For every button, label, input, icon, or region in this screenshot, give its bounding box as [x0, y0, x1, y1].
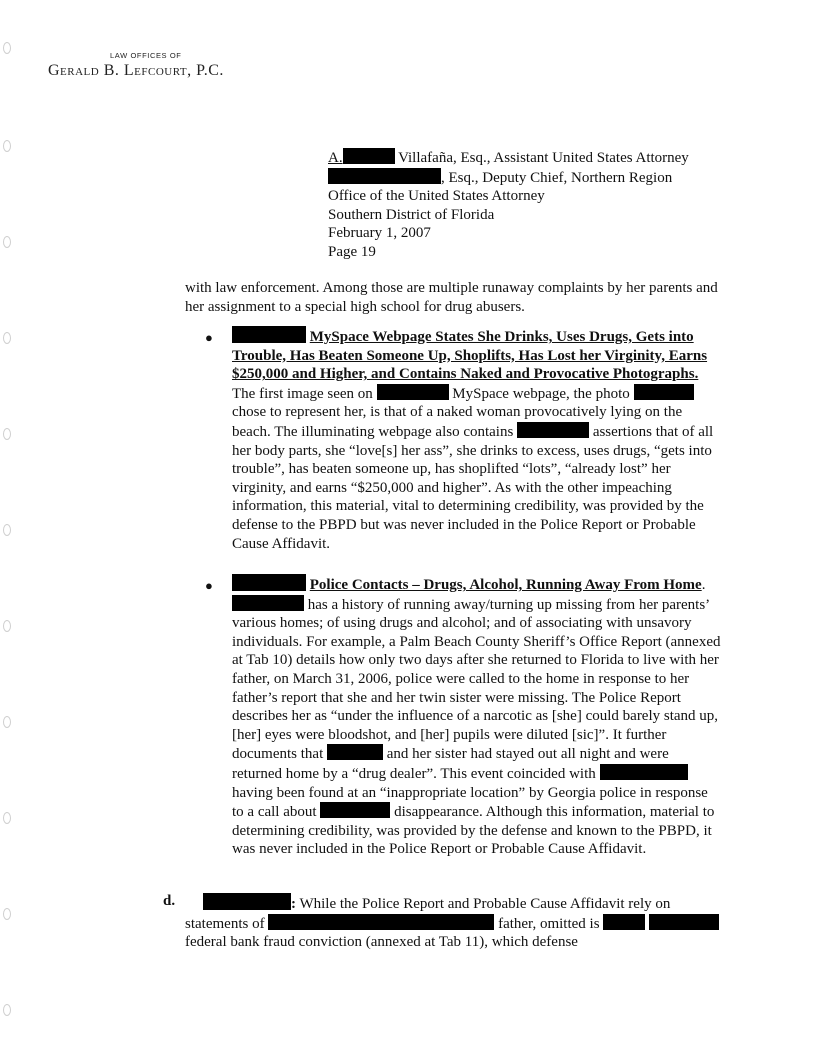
binder-hole	[3, 716, 11, 728]
binder-hole	[3, 620, 11, 632]
bullet-heading: MySpace Webpage States She Drinks, Uses Drugs, Gets into Trouble, Has Beaten Someone Up, Shoplifts, Has Lost her Virginity, Earns $250,000 and Higher, and Contains Naked and Provocative Photographs.	[232, 329, 708, 383]
binder-hole	[3, 524, 11, 536]
redaction	[203, 893, 291, 910]
redaction	[328, 168, 441, 184]
redaction	[232, 595, 304, 611]
redaction	[600, 764, 688, 780]
binder-hole	[3, 908, 11, 920]
binder-hole	[3, 236, 11, 248]
binder-hole	[3, 140, 11, 152]
binder-hole	[3, 812, 11, 824]
bullet-myspace: MySpace Webpage States She Drinks, Uses Drugs, Gets into Trouble, Has Beaten Someone Up, Shoplifts, Has Lost her Virginity, Earns $250,000 and Higher, and Contains Naked and Provocative Photographs. The first image seen on MySpace webpage, the photo chose to represent her, is that of a naked woman provocatively lying on the beach. The illuminating webpage also contains assertions that of all her body parts, she “love[s] her ass”, she drinks to excess, uses drugs, “gets into trouble”, has beaten someone up, has shoplifted “lots”, “already lost” her virginity, and earns “$250,000 and higher”. As with the other impeaching information, this material, vital to determining credibility, was provided by the defense to the PBPD but was never included in the Police Report or Probable Cause Affidavit.	[232, 326, 722, 553]
binder-hole	[3, 1004, 11, 1016]
recipient-line-2: , Esq., Deputy Chief, Northern Region	[328, 168, 689, 188]
letter-date: February 1, 2007	[328, 225, 431, 242]
letterhead-label: LAW OFFICES OF	[110, 51, 182, 60]
binder-hole	[3, 42, 11, 54]
redaction	[377, 384, 449, 400]
redaction	[320, 802, 390, 818]
bullet-police-contacts: Police Contacts – Drugs, Alcohol, Running Away From Home. has a history of running away/turning up missing from her parents’ various homes; of using drugs and alcohol; and of associating with unsavory individuals. For example, a Palm Beach County Sheriff’s Office Report (annexed at Tab 10) details how only two days after she returned to Florida to live with her father, on March 31, 2006, police were called to the home in response to her father’s report that she and her twin sister were missing. The Police Report describes her as “under the influence of a narcotic as [she] could barely stand up, [her] eyes were bloodshot, and [her] pupils were diluted [sic]”. It further documents that and her sister had stayed out all night and were returned home by a “drug dealer”. This event coincided with having been found at an “inappropriate location” by Georgia police in response to a call about disappearance. Although this information, material to determining credibility, was provided by the defense and known to the PBPD, it was never included in the Police Report or Probable Cause Affidavit.	[232, 574, 722, 859]
bullet-dot: ●	[205, 578, 213, 593]
binder-hole	[3, 332, 11, 344]
binder-hole	[3, 428, 11, 440]
redaction	[343, 148, 395, 164]
office-line: Office of the United States Attorney	[328, 188, 545, 205]
recipient-block	[328, 148, 689, 262]
bullet-heading: Police Contacts – Drugs, Alcohol, Running Away From Home	[309, 577, 702, 593]
redaction	[232, 326, 306, 343]
bullet-dot: ●	[205, 330, 213, 345]
section-d-label: d.	[163, 893, 176, 909]
intro-paragraph: with law enforcement. Among those are multiple runaway complaints by her parents and her assignment to a special high school for drug abusers.	[185, 280, 718, 315]
redaction	[268, 914, 494, 930]
letterhead-firm-name: Gerald B. Lefcourt, P.C.	[48, 62, 224, 79]
district-line: Southern District of Florida	[328, 206, 495, 223]
redaction	[232, 574, 306, 591]
redaction	[327, 744, 383, 760]
redaction	[517, 422, 589, 438]
redaction	[634, 384, 694, 400]
redaction	[649, 914, 719, 930]
recipient-line-1: A. Villafaña, Esq., Assistant United States Attorney	[328, 150, 689, 166]
page-number: Page 19	[328, 243, 376, 260]
redaction	[603, 914, 645, 930]
section-d-paragraph: : While the Police Report and Probable Cause Affidavit rely on statements of father, omitted is federal bank fraud conviction (annexed at Tab 11), which defense	[185, 893, 725, 952]
